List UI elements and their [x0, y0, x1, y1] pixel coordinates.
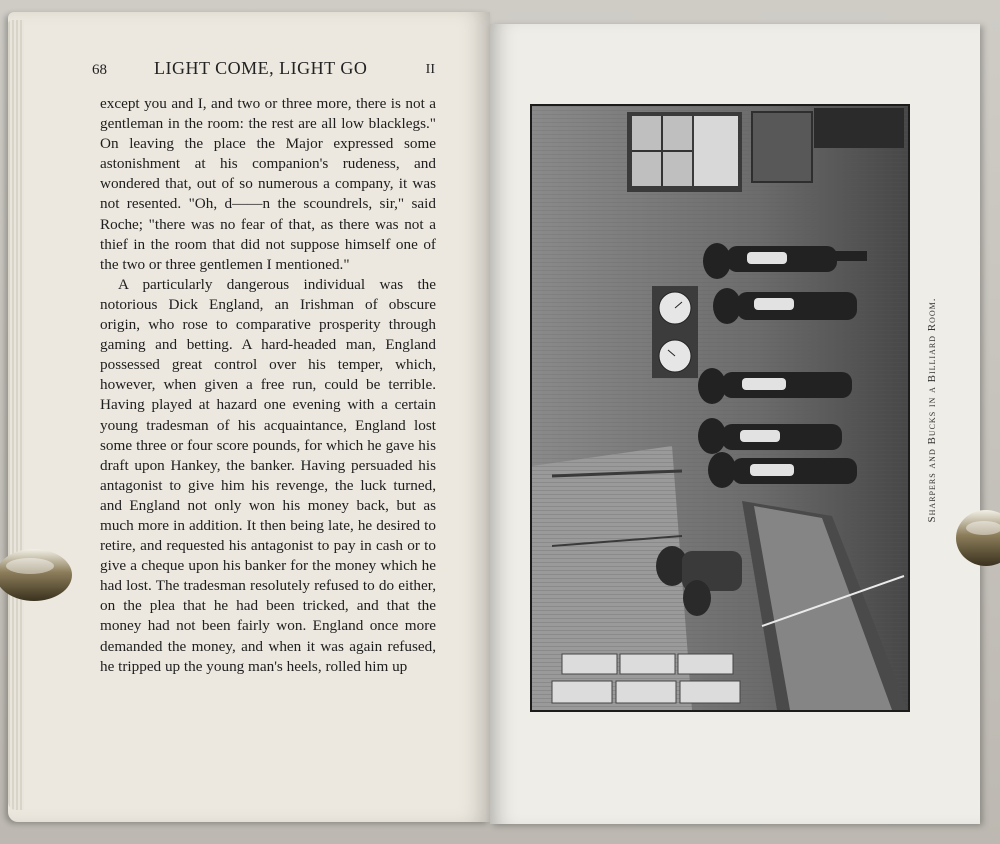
plate-caption — [926, 297, 948, 523]
body-text — [100, 94, 436, 734]
page-edges — [8, 20, 24, 810]
running-header — [92, 58, 437, 84]
left-brass-clip — [0, 536, 78, 614]
running-title: LIGHT COME, LIGHT GO — [154, 58, 368, 78]
billiard-room-engraving — [532, 106, 908, 710]
chapter-number: II — [425, 62, 435, 77]
right-brass-clip — [950, 500, 1000, 576]
caption-text: Sharpers and Bucks in a Billiard Room. — [926, 297, 938, 523]
page-number: 68 — [92, 62, 107, 78]
paragraph: A particularly dangerous individual was the notorious Dick England, an Irishman of obscure origin, who rose to comparative prosperity through gaming and betting. A hard-headed man, England possessed great control over his temper, which, however, when given a free run, could be terrible. Having played at hazard one evening with a certain young tradesman of his acquaintance, England lost some three or four score pounds, for which he gave his draft upon Hankey, the banker. Having persuaded his antagonist to give him his revenge, the luck turned, and England not only won his money back, but as much more in addition. It then being late, he desired to retire, and requested his antagonist to pay in cash or to give a cheque upon his banker for the money which he had lost. The tradesman resolutely refused to do either, on the plea that he had been tricked, and that the money had not been fairly won. England once more demanded the money, and when it was again refused, he tripped up the young man's heels, rolled him up — [100, 275, 436, 675]
illustration-plate — [530, 104, 910, 712]
paragraph: except you and I, and two or three more, there is not a gentleman in the room: the rest are all low blacklegs." On leaving the place the Major expressed some astonishment at his companion's rudeness, and wondered that, out of so numerous a company, it was not resented. "Oh, d——n the scoundrels, sir," said Roche; "there was no fear of that, as there was not a thief in the room that did not suppose himself one of the two or three gentlemen I mentioned." — [100, 95, 436, 273]
